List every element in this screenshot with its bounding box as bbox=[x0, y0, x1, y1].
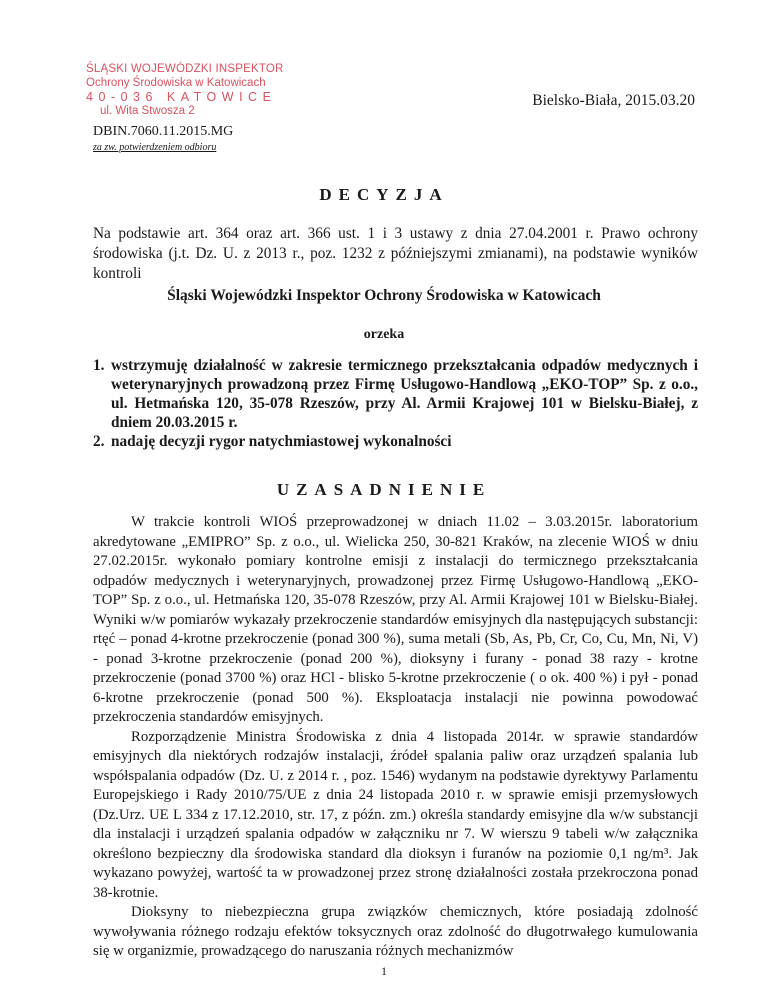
justification-paragraph: Dioksyny to niebezpieczna grupa związków chemicznych, które posiadają zdolność wywoływania różnego rodzaju efektów toksycznych oraz zdolność do długotrwałego kumulowania się w organizmie, prowadzącego do naruszania różnych mechanizmów bbox=[93, 904, 698, 959]
decision-item bbox=[93, 432, 698, 451]
decision-items bbox=[93, 356, 698, 451]
justification-title: UZASADNIENIE bbox=[276, 480, 492, 499]
decision-item-number: 1. bbox=[93, 357, 105, 374]
stamp-line-2: Ochrony Środowiska w Katowicach bbox=[86, 77, 266, 89]
decision-item-number: 2. bbox=[93, 433, 105, 450]
orzeka-heading: orzeka bbox=[363, 327, 405, 342]
decision-item-text: nadaję decyzji rygor natychmiastowej wykonalności bbox=[111, 433, 452, 450]
issuing-authority: Śląski Wojewódzki Inspektor Ochrony Środowiska w Katowicach bbox=[167, 287, 601, 304]
page-number: 1 bbox=[381, 964, 387, 978]
document-title: DECYZJA bbox=[319, 185, 449, 204]
decision-item-text: wstrzymuję działalność w zakresie termicznego przekształcania odpadów medycznych i weterynaryjnych prowadzoną przez Firmę Usługowo-Handlową „EKO-TOP” Sp. z o.o., ul. Hetmańska 120, 35-078 Rzeszów, przy Al. Armii Krajowej 101 w Bielsku-Białej, z dniem 20.03.2015 r. bbox=[111, 357, 698, 431]
justification-paragraph: W trakcie kontroli WIOŚ przeprowadzonej w dniach 11.02 – 3.03.2015r. laboratorium akredytowane „EMIPRO” Sp. z o.o., ul. Wielicka 250, 30-821 Kraków, na zlecenie WIOŚ w dniu 27.02.2015r. wykonało pomiary kontrolne emisji z instalacji do termicznego przekształcania odpadów medycznych i weterynaryjnych, prowadzonej przez Firmę Usługowo-Handlową „EKO-TOP” Sp. z o.o., ul. Hetmańska 120, 35-078 Rzeszów, przy Al. Armii Krajowej 101 w Bielsku-Białej. Wyniki w/w pomiarów wykazały przekroczenie standardów emisyjnych dla następujących substancji: rtęć – ponad 4-krotne przekroczenie (ponad 300 %), suma metali (Sb, As, Pb, Cr, Co, Cu, Mn, Ni, V) - ponad 3-krotne przekroczenie (ponad 200 %), dioksyny i furany - ponad 38 razy - krotne przekroczenie (ponad 3700 %) oraz HCl - blisko 5-krotne przekroczenie ( o ok. 400 %) i pył - ponad 6-krotne przekroczenie (ponad 500 %). Eksploatacja instalacji nie powinna powodować przekroczenia standardów emisyjnych. bbox=[93, 514, 698, 725]
reference-number: DBIN.7060.11.2015.MG bbox=[93, 124, 234, 139]
justification-body bbox=[93, 513, 698, 962]
legal-basis-paragraph: Na podstawie art. 364 oraz art. 366 ust. 1 i 3 ustawy z dnia 27.04.2001 r. Prawo ochrony środowiska (j.t. Dz. U. z 2013 r., poz. 1232 z późniejszymi zmianami), na podstawie wyników kontroli bbox=[93, 225, 698, 282]
inspector-stamp bbox=[86, 62, 286, 118]
delivery-note: za zw. potwierdzeniem odbioru bbox=[93, 142, 217, 153]
decision-item bbox=[93, 356, 698, 432]
stamp-line-3: 40-036 KATOWICE bbox=[86, 90, 277, 104]
place-and-date: Bielsko-Biała, 2015.03.20 bbox=[532, 92, 695, 109]
stamp-line-1: ŚLĄSKI WOJEWÓDZKI INSPEKTOR bbox=[86, 63, 284, 75]
justification-paragraph: Rozporządzenie Ministra Środowiska z dnia 4 listopada 2014r. w sprawie standardów emisyjnych dla niektórych rodzajów instalacji, źródeł spalania paliw oraz urządzeń spalania lub współspalania odpadów (Dz. U. z 2014 r. , poz. 1546) wydanym na podstawie dyrektywy Parlamentu Europejskiego i Rady 2010/75/UE z dnia 24 listopada 2010 r. w sprawie emisji przemysłowych (Dz.Urz. UE L 334 z 17.12.2010, str. 17, z późn. zm.) określa standardy emisyjne dla w/w substancji dla instalacji i urządzeń spalania odpadów w załączniku nr 7. W wierszu 9 tabeli w/w załącznika określono bezpieczny dla środowiska standard dla dioksyn i furanów na poziomie 0,1 ng/m³. Jak wykazano powyżej, wartość ta w prowadzonej przez stronę działalności została przekroczona ponad 38-krotnie. bbox=[93, 728, 698, 901]
stamp-line-4: ul. Wita Stwosza 2 bbox=[100, 105, 195, 117]
